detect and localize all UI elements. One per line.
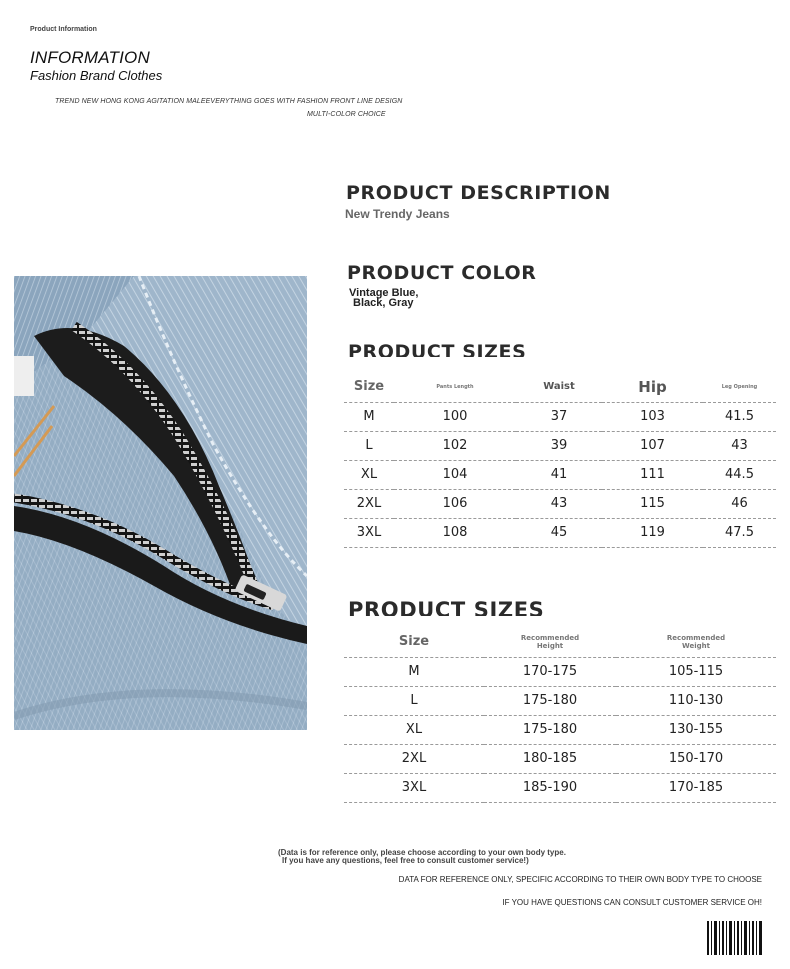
cell-waist: 39: [516, 431, 602, 460]
cell-weight: 110-130: [616, 686, 776, 715]
cell-waist: 37: [516, 402, 602, 431]
cell-height: 180-185: [484, 744, 616, 773]
header-recommended-height: [484, 627, 616, 657]
cell-leg-opening: 44.5: [703, 460, 776, 489]
cell-size: M: [344, 402, 394, 431]
table-row: [344, 460, 776, 489]
product-sizes-heading-2: PRODUCT SIZES: [348, 598, 545, 616]
product-sizes-heading-1: PRODUCT SIZES: [348, 341, 527, 357]
header-height-line-2: Height: [536, 641, 564, 650]
brand-subtitle: Fashion Brand Clothes: [30, 68, 163, 83]
cell-size: XL: [344, 460, 394, 489]
cell-height: 175-180: [484, 715, 616, 744]
cell-size: 2XL: [344, 744, 484, 773]
header-weight-line-1: Recommended: [666, 633, 726, 642]
barcode-icon: [707, 921, 763, 955]
cell-hip: 103: [602, 402, 703, 431]
product-description-heading: PRODUCT DESCRIPTION: [346, 182, 611, 204]
header-height-line-1: Recommended: [520, 633, 580, 642]
table-row: [344, 431, 776, 460]
size-recommendation-table: [344, 627, 776, 803]
cell-pants-length: 106: [394, 489, 516, 518]
denim-zipper-photo: [14, 276, 307, 730]
reference-note-line-1: (Data is for reference only, please choose according to your own body type.: [278, 848, 566, 857]
header-weight-line-2: Weight: [682, 641, 710, 650]
cell-size: L: [344, 431, 394, 460]
product-description-value: New Trendy Jeans: [345, 207, 450, 221]
product-color-line-1: Vintage Blue,: [349, 287, 419, 299]
cell-pants-length: 108: [394, 518, 516, 547]
cell-waist: 43: [516, 489, 602, 518]
cell-hip: 107: [602, 431, 703, 460]
header-recommended-weight: [616, 627, 776, 657]
size-measurements-table: [344, 372, 776, 548]
table-row: [344, 686, 776, 715]
header-leg-opening: Leg Opening: [703, 372, 776, 402]
table-row: [344, 657, 776, 686]
cell-size: L: [344, 686, 484, 715]
cell-leg-opening: 47.5: [703, 518, 776, 547]
cell-pants-length: 102: [394, 431, 516, 460]
cell-waist: 45: [516, 518, 602, 547]
cell-height: 185-190: [484, 773, 616, 802]
cell-size: 3XL: [344, 518, 394, 547]
reference-caps-line-2: IF YOU HAVE QUESTIONS CAN CONSULT CUSTOMER SERVICE OH!: [502, 898, 762, 907]
product-color-heading: PRODUCT COLOR: [347, 262, 537, 284]
table-header-row: [344, 372, 776, 402]
cell-size: XL: [344, 715, 484, 744]
cell-waist: 41: [516, 460, 602, 489]
cell-weight: 150-170: [616, 744, 776, 773]
cell-height: 175-180: [484, 686, 616, 715]
cell-weight: 105-115: [616, 657, 776, 686]
header-size: Size: [344, 372, 394, 402]
table-row: [344, 489, 776, 518]
header-size: Size: [344, 627, 484, 657]
information-title: INFORMATION: [30, 48, 150, 67]
table-row: [344, 402, 776, 431]
cell-size: 3XL: [344, 773, 484, 802]
header-pants-length: Pants Length: [394, 372, 516, 402]
table-row: [344, 715, 776, 744]
cell-size: 2XL: [344, 489, 394, 518]
cell-leg-opening: 46: [703, 489, 776, 518]
cell-size: M: [344, 657, 484, 686]
cell-leg-opening: 41.5: [703, 402, 776, 431]
product-information-tag: Product Information: [30, 26, 97, 33]
slogan-line-2: MULTI-COLOR CHOICE: [307, 111, 386, 118]
cell-pants-length: 100: [394, 402, 516, 431]
header-hip: Hip: [602, 372, 703, 402]
cell-hip: 111: [602, 460, 703, 489]
table-row: [344, 744, 776, 773]
cell-leg-opening: 43: [703, 431, 776, 460]
table-row: [344, 518, 776, 547]
reference-caps-line-1: DATA FOR REFERENCE ONLY, SPECIFIC ACCORDING TO THEIR OWN BODY TYPE TO CHOOSE: [398, 875, 762, 884]
cell-pants-length: 104: [394, 460, 516, 489]
cell-hip: 115: [602, 489, 703, 518]
table-row: [344, 773, 776, 802]
cell-weight: 170-185: [616, 773, 776, 802]
table-header-row: [344, 627, 776, 657]
cell-hip: 119: [602, 518, 703, 547]
product-color-line-2: Black, Gray: [353, 297, 414, 309]
header-waist: Waist: [516, 372, 602, 402]
cell-height: 170-175: [484, 657, 616, 686]
slogan-line-1: TREND NEW HONG KONG AGITATION MALEEVERYTHING GOES WITH FASHION FRONT LINE DESIGN: [55, 98, 403, 105]
cell-weight: 130-155: [616, 715, 776, 744]
reference-note-line-2: If you have any questions, feel free to consult customer service!): [282, 856, 529, 865]
